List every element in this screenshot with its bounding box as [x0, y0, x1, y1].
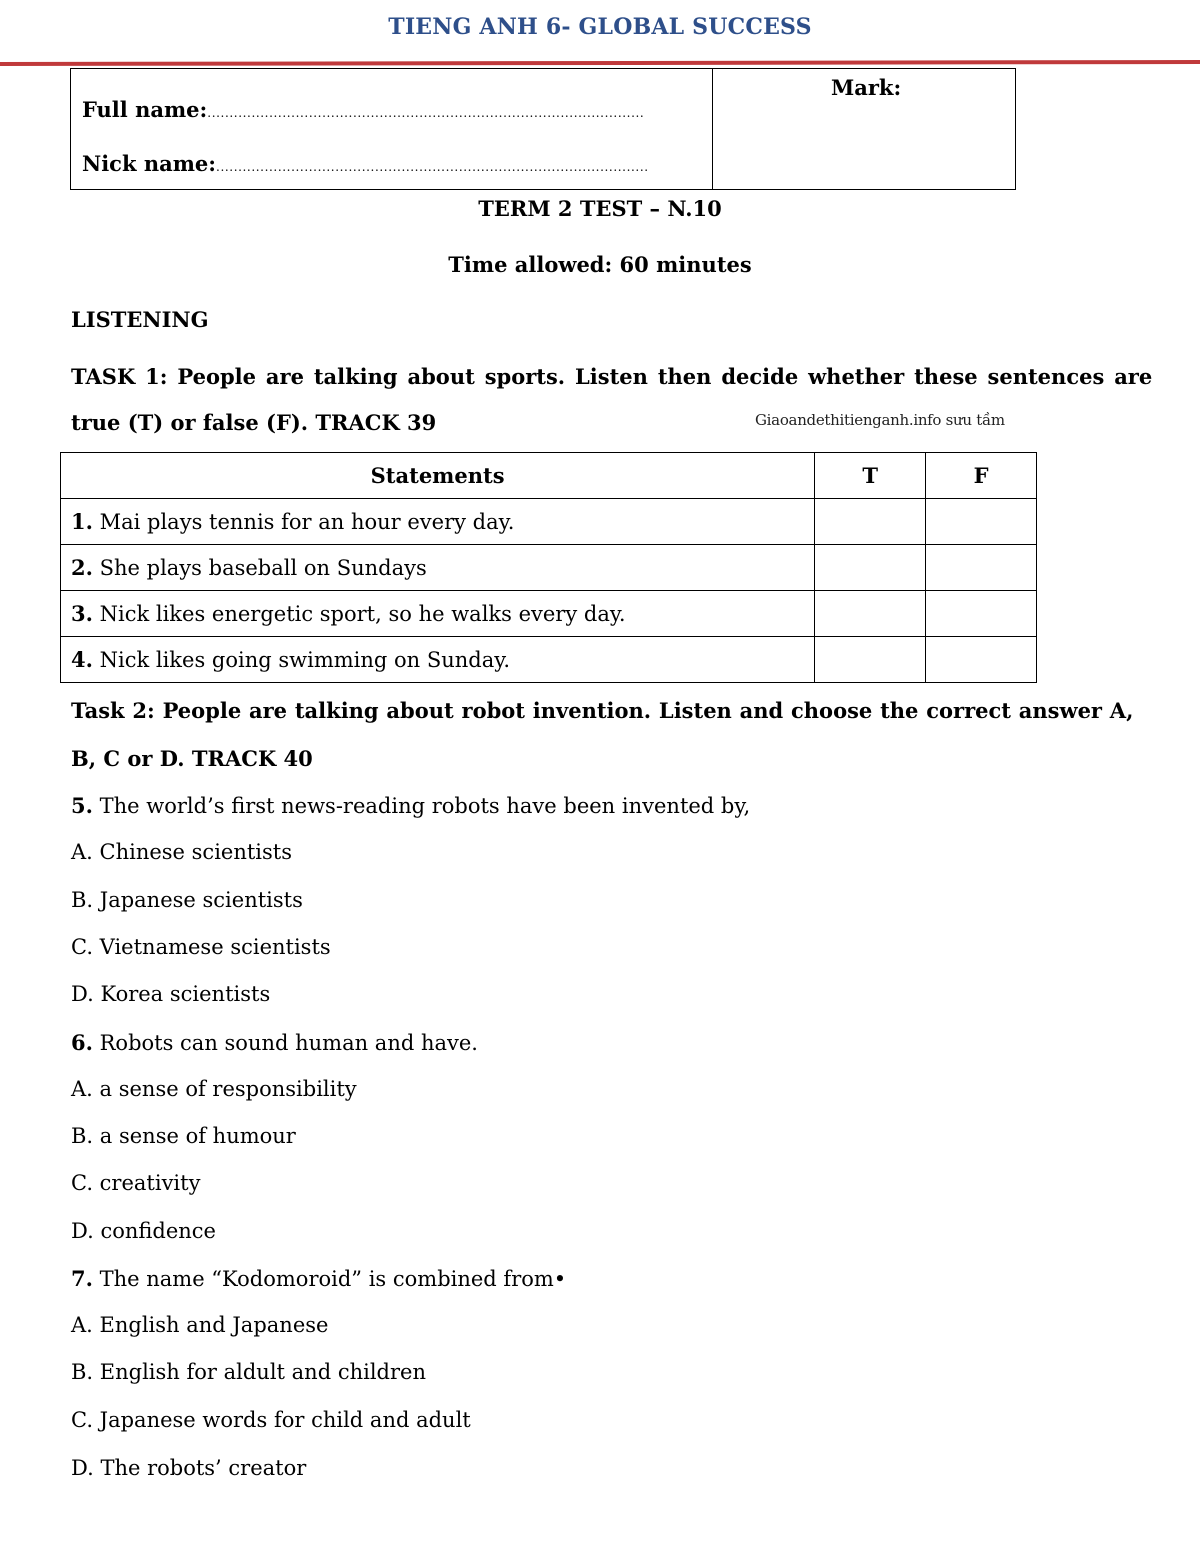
question-text: The name “Kodomoroid” is combined from•	[92, 1267, 567, 1291]
option-6d[interactable]: D. confidence	[71, 1219, 216, 1243]
option-5a[interactable]: A. Chinese scientists	[71, 840, 293, 864]
question-7	[71, 1266, 566, 1291]
statement-number: 1.	[71, 509, 93, 534]
table-row	[61, 591, 1037, 637]
full-name-label: Full name:	[82, 97, 208, 122]
option-5c[interactable]: C. Vietnamese scientists	[71, 935, 331, 959]
option-5d[interactable]: D. Korea scientists	[71, 982, 271, 1006]
false-answer-cell[interactable]	[926, 637, 1037, 683]
statement-number: 2.	[71, 555, 93, 580]
statement-text: Nick likes going swimming on Sunday.	[92, 648, 510, 672]
statement-cell	[61, 591, 815, 637]
false-answer-cell[interactable]	[926, 545, 1037, 591]
time-allowed: Time allowed: 60 minutes	[448, 252, 752, 277]
true-answer-cell[interactable]	[815, 591, 926, 637]
option-7c[interactable]: C. Japanese words for child and adult	[71, 1408, 471, 1432]
header-t: T	[815, 453, 926, 499]
nick-name-field[interactable]	[82, 151, 649, 176]
option-7a[interactable]: A. English and Japanese	[71, 1313, 329, 1337]
false-answer-cell[interactable]	[926, 591, 1037, 637]
table-header-row	[61, 453, 1037, 499]
task2-instruction-line2: B, C or D. TRACK 40	[71, 746, 313, 771]
test-title: TERM 2 TEST – N.10	[478, 196, 722, 221]
question-number: 6.	[71, 1030, 93, 1055]
page-header-title: TIENG ANH 6- GLOBAL SUCCESS	[388, 14, 812, 40]
true-false-table	[60, 452, 1037, 683]
option-7b[interactable]: B. English for aldult and children	[71, 1360, 426, 1384]
question-text: The world’s first news-reading robots have been invented by,	[92, 794, 751, 818]
full-name-field[interactable]	[82, 97, 644, 122]
task1-instruction-line2: true (T) or false (F). TRACK 39	[71, 410, 437, 435]
table-row	[61, 637, 1037, 683]
mark-cell[interactable]	[713, 69, 1015, 189]
nick-name-label: Nick name:	[82, 151, 217, 176]
statement-text: Mai plays tennis for an hour every day.	[92, 510, 515, 534]
question-text: Robots can sound human and have.	[92, 1031, 478, 1055]
header-rule	[0, 58, 1200, 68]
option-6a[interactable]: A. a sense of responsibility	[71, 1077, 357, 1101]
false-answer-cell[interactable]	[926, 499, 1037, 545]
statement-cell	[61, 499, 815, 545]
student-info-box	[70, 68, 1016, 190]
question-6	[71, 1030, 478, 1055]
table-row	[61, 545, 1037, 591]
header-f: F	[926, 453, 1037, 499]
true-answer-cell[interactable]	[815, 637, 926, 683]
statement-cell	[61, 545, 815, 591]
true-answer-cell[interactable]	[815, 545, 926, 591]
option-5b[interactable]: B. Japanese scientists	[71, 888, 303, 912]
question-number: 5.	[71, 793, 93, 818]
statement-cell	[61, 637, 815, 683]
statement-number: 3.	[71, 601, 93, 626]
statement-text: Nick likes energetic sport, so he walks every day.	[92, 602, 626, 626]
task1-instruction-line1: TASK 1: People are talking about sports. Listen then decide whether these sentences are	[71, 364, 1153, 389]
option-6b[interactable]: B. a sense of humour	[71, 1124, 296, 1148]
question-number: 7.	[71, 1266, 93, 1291]
name-fields	[71, 69, 713, 189]
mark-label: Mark:	[831, 75, 902, 100]
full-name-dots: ...................................................................................................	[207, 106, 645, 120]
task2-instruction-line1: Task 2: People are talking about robot invention. Listen and choose the correct answer A,	[71, 698, 1134, 723]
statement-text: She plays baseball on Sundays	[92, 556, 427, 580]
source-note: Giaoandethitienganh.info sưu tầm	[755, 411, 1005, 429]
true-answer-cell[interactable]	[815, 499, 926, 545]
table-row	[61, 499, 1037, 545]
statement-number: 4.	[71, 647, 93, 672]
option-7d[interactable]: D. The robots’ creator	[71, 1456, 307, 1480]
section-title-listening: LISTENING	[71, 307, 209, 332]
question-5	[71, 793, 750, 818]
option-6c[interactable]: C. creativity	[71, 1171, 201, 1195]
nick-name-dots: ..................................................................................................	[216, 160, 649, 174]
header-statements: Statements	[61, 453, 815, 499]
